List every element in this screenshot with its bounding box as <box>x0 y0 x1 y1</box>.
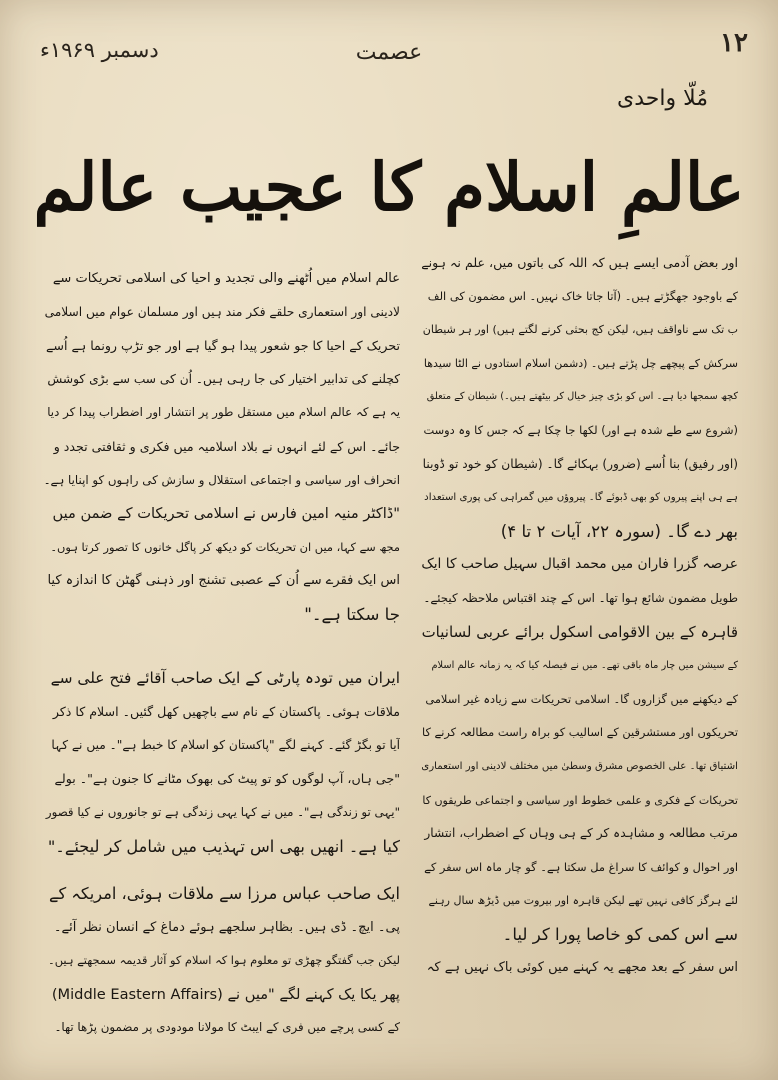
text-line: "جی ہاں، آپ لوگوں کو تو پیٹ کی بھوک مٹانے کا جنون ہے"۔ بولے <box>54 771 400 787</box>
text-line: مجھ سے کہا، میں ان تحریکات کو دیکھ کر پاگل خانوں کا تصور کرتا ہوں۔ <box>50 539 400 554</box>
text-line: قاہرہ کے بین الاقوامی اسکول برائے عربی لسانیات <box>421 622 738 641</box>
text-line: ایران میں تودہ پارٹی کے ایک صاحب آقائے فتح علی سے <box>50 668 400 687</box>
text-line: ہے ہی اپنے پیروں کو بھی ڈبوئے گا۔ پیروؤں میں گمراہی کی پوری استعداد <box>424 492 738 504</box>
magazine-name: عصمت <box>355 40 423 65</box>
text-line: ایک صاحب عباس مرزا سے ملاقات ہوئی، امریکہ کے <box>49 884 400 904</box>
text-line: عرصہ گزرا فاران میں محمد اقبال سہیل صاحب کا ایک <box>421 556 738 573</box>
text-line: کے باوجود جھگڑتے ہیں۔ (آتا جاتا خاک نہیں۔ اس مضمون کی الف <box>427 288 738 303</box>
text-line: (اور رفیق) بنا اُسے (ضرور) بہکائے گا۔ (شیطان کو خود تو ڈوبنا <box>422 456 738 471</box>
text-line: سرکش کے پیچھے چل پڑتے ہیں۔ (دشمن اسلام استادوں نے الٹا سیدھا <box>423 356 738 370</box>
text-line: انحراف اور سیاسی و اجتماعی استقلال و سازش کی راہوں کو اپنایا ہے۔ <box>44 472 400 487</box>
text-line: طویل مضمون شائع ہوا تھا۔ اس کے چند اقتباس ملاحظہ کیجئے۔ <box>423 590 738 605</box>
text-line: "ڈاکٹر منیہ امین فارس نے اسلامی تحریکات کے ضمن میں <box>52 505 400 523</box>
text-line: تحریکات کے فکری و علمی خطوط اور سیاسی و اجتماعی طریقوں کا <box>422 793 738 807</box>
text-line: عالم اسلام میں اُٹھنے والی تجدید و احیا کی اسلامی تحریکات سے <box>52 271 400 286</box>
left-column <box>44 262 400 1045</box>
text-line: کے دیکھنے میں گزاروں گا۔ اسلامی تحریکات سے زیادہ غیر اسلامی <box>425 691 738 706</box>
text-line: بھر دے گا۔ (سورہ ۲۲، آیات ۲ تا ۴) <box>500 521 738 541</box>
author-name: مُلّا واحدی <box>616 86 708 111</box>
text-line: تحریکوں اور مستشرقین کے اسالیب کو براہ راست مطالعہ کرنے کا <box>422 725 738 740</box>
right-column <box>420 246 738 985</box>
left-column-section-2 <box>44 662 400 864</box>
text-line: سے اس کمی کو خاصا پورا کر لیا۔ <box>502 924 738 944</box>
text-line: اشتیاق تھا۔ علی الخصوص مشرق وسطیٰ میں مختلف لادینی اور استعماری <box>421 760 738 772</box>
text-line: (شروع سے طے شدہ ہے اور) لکھا جا چکا ہے کہ جس کا وہ دوست <box>423 422 738 437</box>
issue-date: دسمبر ۱۹۶۹ء <box>40 38 159 62</box>
text-line: یہ ہے کہ عالم اسلام میں مستقل طور پر انتشار اور اضطراب پیدا کر دیا <box>47 405 400 420</box>
text-line: پھر یکا یک کہنے لگے "میں نے (Middle Eastern Affairs) <box>51 985 400 1003</box>
text-line: لادینی اور استعماری حلقے فکر مند ہیں اور مسلمان عوام میں اسلامی <box>44 304 400 319</box>
text-line: لیکن جب گفتگو چھڑی تو معلوم ہوا کہ اسلام کو آثار قدیمہ سمجھتے ہیں۔ <box>48 953 400 968</box>
text-line: اس ایک فقرے سے اُن کے عصبی تشنج اور ذہنی گھٹن کا اندازہ کیا <box>47 573 400 589</box>
text-line: کے کسی پرچے میں فری کے ایبٹ کا مولانا مودودی پر مضمون پڑھا تھا۔ <box>54 1020 400 1035</box>
text-line: کچھ سمجھا دیا ہے۔ اس کو بڑی چیز خیال کر بیٹھتے ہیں۔) شیطان کے متعلق <box>426 391 738 403</box>
text-line: اور احوال و کوائف کا سراغ مل سکتا ہے۔ گو چار ماہ اس سفر کے <box>424 859 738 874</box>
text-line: آیا تو بگڑ گئے۔ کہنے لگے "پاکستان کو اسلام کا خبط ہے"۔ میں نے کہا <box>51 737 400 752</box>
text-line: اور بعض آدمی ایسے ہیں کہ اللہ کی باتوں میں، علم نہ ہونے <box>421 255 738 270</box>
text-line: پی۔ ایچ۔ ڈی ہیں۔ بظاہر سلجھے ہوئے دماغ کے انسان نظر آئے۔ <box>53 919 400 935</box>
text-line: لئے ہرگز کافی نہیں تھے لیکن قاہرہ اور بیروت میں ڈیڑھ سال رہنے <box>428 894 738 908</box>
text-line: "یہی تو زندگی ہے"۔ میں نے کہا یہی زندگی ہے تو جانوروں نے کیا قصور <box>45 804 400 819</box>
text-line: کے سیشن میں چار ماہ باقی تھے۔ میں نے فیصلہ کیا کہ یہ زمانہ عالم اسلام <box>431 660 738 672</box>
text-line: جائے۔ اس کے لئے انہوں نے بلاد اسلامیہ میں فکری و ثقافتی تجدد و <box>53 438 400 454</box>
text-line: جا سکتا ہے۔" <box>304 604 400 624</box>
text-line: ب تک سے ناواقف ہیں، لیکن کج بحثی کرنے لگتے ہیں) اور ہر شیطان <box>422 323 738 337</box>
left-column-section-1 <box>44 262 400 632</box>
text-line: کیا ہے۔ انھیں بھی اس تہذیب میں شامل کر لیجئے۔" <box>47 836 400 856</box>
page-number: ١٢ <box>720 28 748 58</box>
text-line: اس سفر کے بعد مجھے یہ کہنے میں کوئی باک نہیں ہے کہ <box>426 960 738 976</box>
text-line: مرتب مطالعہ و مشاہدہ کر کے ہی وہاں کے اضطراب، انتشار <box>424 826 738 841</box>
article-title: عالمِ اسلام کا عجیب عالم <box>33 148 745 226</box>
left-column-section-3 <box>44 877 400 1045</box>
text-line: ملاقات ہوئی۔ پاکستان کے نام سے باچھیں کھل گئیں۔ اسلام کا ذکر <box>52 704 400 720</box>
text-line: کچلنے کی تدابیر اختیار کی جا رہی ہیں۔ اُن کی سب سے بڑی کوشش <box>47 371 400 386</box>
text-line: تحریک کے احیا کا جو شعور پیدا ہو گیا ہے اور جو تڑپ رونما ہے اُسے <box>46 338 400 354</box>
